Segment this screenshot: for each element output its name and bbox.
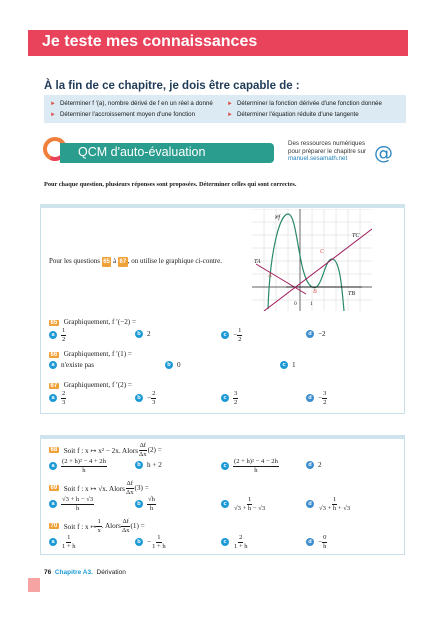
question-70 xyxy=(49,518,145,534)
numerator: 1 xyxy=(247,496,252,503)
graph-intro xyxy=(49,256,239,267)
answer-d[interactable] xyxy=(306,461,322,469)
answer-letter: c xyxy=(221,500,229,508)
answer-text: 2 xyxy=(147,330,151,338)
question-text: (3) = xyxy=(134,484,149,492)
numerator: 3 xyxy=(323,390,327,397)
answer-letter: c xyxy=(221,394,229,402)
answer-letter: b xyxy=(165,361,173,369)
fraction xyxy=(318,496,351,512)
question-number: 70 xyxy=(50,523,58,529)
answer-sign: − xyxy=(233,331,238,339)
numerator: 1 xyxy=(97,518,101,525)
resources-line: pour préparer le chapitre sur xyxy=(288,147,367,155)
question-text: Soit f : x ↦ √x. Alors xyxy=(63,484,125,493)
fraction xyxy=(237,327,242,343)
answer-text: 0 xyxy=(177,361,181,369)
denominator: 1 + h xyxy=(62,542,76,550)
qcm-section-header xyxy=(60,143,274,163)
denominator: 2 xyxy=(323,398,327,406)
answer-letter: b xyxy=(135,538,143,546)
qcm-title: QCM d'auto-évaluation xyxy=(78,145,206,159)
question-number: 66 xyxy=(50,352,58,358)
answer-a[interactable] xyxy=(49,458,107,474)
question-ref: 65 xyxy=(103,259,110,265)
footer-tab xyxy=(28,578,40,592)
box-accent xyxy=(40,204,405,208)
curve-cf xyxy=(268,214,344,311)
resources-link[interactable]: manuel.sesamath.net xyxy=(288,155,348,162)
page-title: Je teste mes connaissances xyxy=(42,33,258,50)
answer-sign: − xyxy=(318,538,323,546)
answer-letter: b xyxy=(135,330,143,338)
fraction xyxy=(233,458,279,474)
answer-d[interactable] xyxy=(306,390,327,406)
denominator: √3 + h − √3 xyxy=(234,504,266,512)
denominator: Δx xyxy=(125,488,134,496)
denominator: Δx xyxy=(139,450,147,458)
fraction xyxy=(233,496,266,512)
numerator: 2 xyxy=(62,390,66,397)
chapter-label: Chapitre A3 xyxy=(54,569,92,576)
objectives-box xyxy=(44,95,406,123)
bullet-icon: ► xyxy=(227,112,233,118)
answer-letter: c xyxy=(221,331,229,339)
question-number: 67 xyxy=(50,383,58,389)
denominator: h xyxy=(323,542,327,550)
answer-c[interactable] xyxy=(221,496,266,512)
question-69 xyxy=(49,480,149,496)
box-accent xyxy=(40,435,405,439)
bullet-icon: ► xyxy=(50,101,56,107)
answer-a[interactable] xyxy=(49,327,66,343)
answer-c[interactable] xyxy=(221,327,242,343)
question-text: Graphiquement, f ′(1) = xyxy=(63,350,132,358)
fraction xyxy=(61,327,66,343)
fraction xyxy=(61,390,66,406)
question-text: Graphiquement, f ′(2) = xyxy=(63,381,132,389)
graph-label-a: A xyxy=(268,273,272,279)
fraction xyxy=(61,458,107,474)
answer-letter: d xyxy=(306,330,314,338)
intro-text: , on utilise le graphique ci-contre. xyxy=(127,257,222,265)
denominator: h xyxy=(75,504,80,512)
answer-letter: a xyxy=(49,394,57,402)
tangent-ta xyxy=(256,264,306,294)
numerator: 1 xyxy=(67,534,71,541)
answer-d[interactable] xyxy=(306,496,351,512)
graph-label-ta: TA xyxy=(254,259,261,265)
objectives-heading: À la fin de ce chapitre, je dois être capable de : xyxy=(44,80,300,92)
graph-tick-1: 1 xyxy=(310,301,313,307)
graph-label-tc: TC xyxy=(352,233,360,239)
bullet-icon: ► xyxy=(50,112,56,118)
page-number: 76 xyxy=(44,569,52,576)
numerator: 1 xyxy=(157,534,161,541)
fraction xyxy=(138,442,148,458)
answer-letter: b xyxy=(135,394,143,402)
fraction xyxy=(233,390,238,406)
fraction xyxy=(125,480,135,496)
denominator: h xyxy=(82,466,86,474)
answer-a[interactable] xyxy=(49,534,77,550)
question-65 xyxy=(49,318,136,326)
objective-text: Déterminer f ′(a), nombre dérivé de f en un réel a donné xyxy=(59,100,213,107)
answer-letter: d xyxy=(306,538,314,546)
numerator: Δf xyxy=(126,480,133,487)
numerator: Δf xyxy=(122,518,129,525)
answer-letter: d xyxy=(306,500,314,508)
answer-c[interactable] xyxy=(280,361,296,369)
answer-a[interactable] xyxy=(49,496,94,512)
numerator: √3 + h − √3 xyxy=(62,496,94,503)
answer-letter: a xyxy=(49,462,57,470)
answer-letter: d xyxy=(306,461,314,469)
objective-item xyxy=(50,100,213,107)
section-label: Dérivation xyxy=(96,569,126,576)
objective-text: Déterminer l'équation réduite d'une tangente xyxy=(236,111,359,118)
question-66 xyxy=(49,350,132,358)
objective-item xyxy=(227,111,359,118)
answer-c[interactable] xyxy=(221,458,279,474)
answer-letter: b xyxy=(135,500,143,508)
answer-b[interactable] xyxy=(165,361,181,369)
numerator: 1 xyxy=(238,327,242,334)
numerator: (2 + h)² − 4 − 2h xyxy=(234,458,278,465)
fraction xyxy=(233,534,249,550)
numerator: 1 xyxy=(62,327,66,334)
instruction-text: Pour chaque question, plusieurs réponses sont proposées. Déterminer celles qui sont correctes. xyxy=(44,181,297,188)
answer-text: 2 xyxy=(318,461,322,469)
answer-sign: − xyxy=(318,394,323,402)
answer-b[interactable] xyxy=(135,461,162,469)
graph-label-b: B xyxy=(313,289,317,295)
answer-d[interactable] xyxy=(306,534,327,550)
answer-letter: a xyxy=(49,331,57,339)
numerator: (2 + h)² − 4 + 2h xyxy=(62,458,106,465)
denominator: h xyxy=(149,504,154,512)
denominator: √3 + h + √3 xyxy=(319,504,351,512)
answer-letter: c xyxy=(280,361,288,369)
numerator: Δf xyxy=(139,442,146,449)
resources-line: Des ressources numériques xyxy=(288,140,366,147)
answer-d[interactable] xyxy=(306,330,326,338)
answer-letter: c xyxy=(221,538,229,546)
denominator: 3 xyxy=(62,398,66,406)
question-67 xyxy=(49,381,132,389)
answer-letter: a xyxy=(49,361,57,369)
answer-letter: a xyxy=(49,538,57,546)
denominator: 2 xyxy=(62,335,66,343)
objective-item xyxy=(227,100,382,107)
question-text: Soit f : x ↦ xyxy=(63,522,97,531)
denominator: 1 + h xyxy=(152,542,166,550)
objective-text: Déterminer l'accroissement moyen d'une fonction xyxy=(59,111,196,118)
answer-text: h + 2 xyxy=(147,461,162,469)
answer-sign: − xyxy=(147,538,152,546)
numerator: 2 xyxy=(152,390,156,397)
function-graph xyxy=(252,209,372,311)
denominator: 2 xyxy=(234,398,238,406)
fraction xyxy=(121,518,131,534)
numerator: 2 xyxy=(239,534,243,541)
answer-letter: b xyxy=(135,461,143,469)
at-icon[interactable]: @ xyxy=(374,142,393,164)
answer-b[interactable] xyxy=(135,330,151,338)
objective-item xyxy=(50,111,195,118)
answer-b[interactable] xyxy=(135,390,156,406)
answer-letter: a xyxy=(49,500,57,508)
fraction xyxy=(61,496,94,512)
resources-note xyxy=(288,140,366,163)
answer-b[interactable] xyxy=(135,496,156,512)
answer-c[interactable] xyxy=(221,390,238,406)
question-68 xyxy=(49,442,162,458)
numerator: 1 xyxy=(332,496,337,503)
question-text: (2) = xyxy=(147,446,162,454)
intro-text: Pour les questions xyxy=(49,257,102,265)
question-number: 68 xyxy=(50,447,58,453)
denominator: h xyxy=(254,466,258,474)
answer-text: 1 xyxy=(292,361,296,369)
denominator: Δx xyxy=(121,526,130,534)
question-number: 65 xyxy=(50,320,58,326)
graph-tick-0: 0 xyxy=(294,301,297,307)
denominator: 3 xyxy=(152,398,156,406)
numerator: 3 xyxy=(234,390,238,397)
question-text: Soit f : x ↦ x² − 2x. Alors xyxy=(63,446,139,455)
intro-text: à xyxy=(111,257,118,265)
answer-text: −2 xyxy=(318,330,326,338)
question-text: (1) = xyxy=(130,522,145,530)
bullet-icon: ► xyxy=(227,101,233,107)
question-ref: 67 xyxy=(119,259,127,265)
question-text: Graphiquement, f ′(−2) = xyxy=(63,318,137,326)
answer-a[interactable] xyxy=(49,361,94,369)
fraction xyxy=(151,534,167,550)
numerator: 0 xyxy=(323,534,327,541)
fraction xyxy=(147,496,156,512)
answer-letter: d xyxy=(306,394,314,402)
graph-label-c: C xyxy=(320,249,325,255)
answer-c[interactable] xyxy=(221,534,249,550)
question-text: . Alors xyxy=(101,522,121,530)
objective-text: Déterminer la fonction dérivée d'une fonction donnée xyxy=(236,100,382,107)
answer-b[interactable] xyxy=(135,534,167,550)
header-banner xyxy=(28,30,408,56)
answer-sign: − xyxy=(147,394,152,402)
graph-label-tb: TB xyxy=(348,291,356,297)
answer-a[interactable] xyxy=(49,390,66,406)
answer-text: n'existe pas xyxy=(61,361,95,369)
fraction xyxy=(151,390,156,406)
answer-letter: c xyxy=(221,462,229,470)
denominator: 2 xyxy=(238,335,242,343)
page-footer: 76 Chapitre A3. Dérivation xyxy=(44,569,126,576)
numerator: √h xyxy=(148,496,155,503)
fraction xyxy=(322,534,327,550)
question-number: 69 xyxy=(50,485,58,491)
denominator: 1 + h xyxy=(234,542,248,550)
denominator: x xyxy=(97,526,101,534)
graph-label-cf: 𝒞f xyxy=(274,215,281,221)
fraction xyxy=(322,390,327,406)
tangent-tc xyxy=(264,229,372,311)
fraction xyxy=(61,534,77,550)
